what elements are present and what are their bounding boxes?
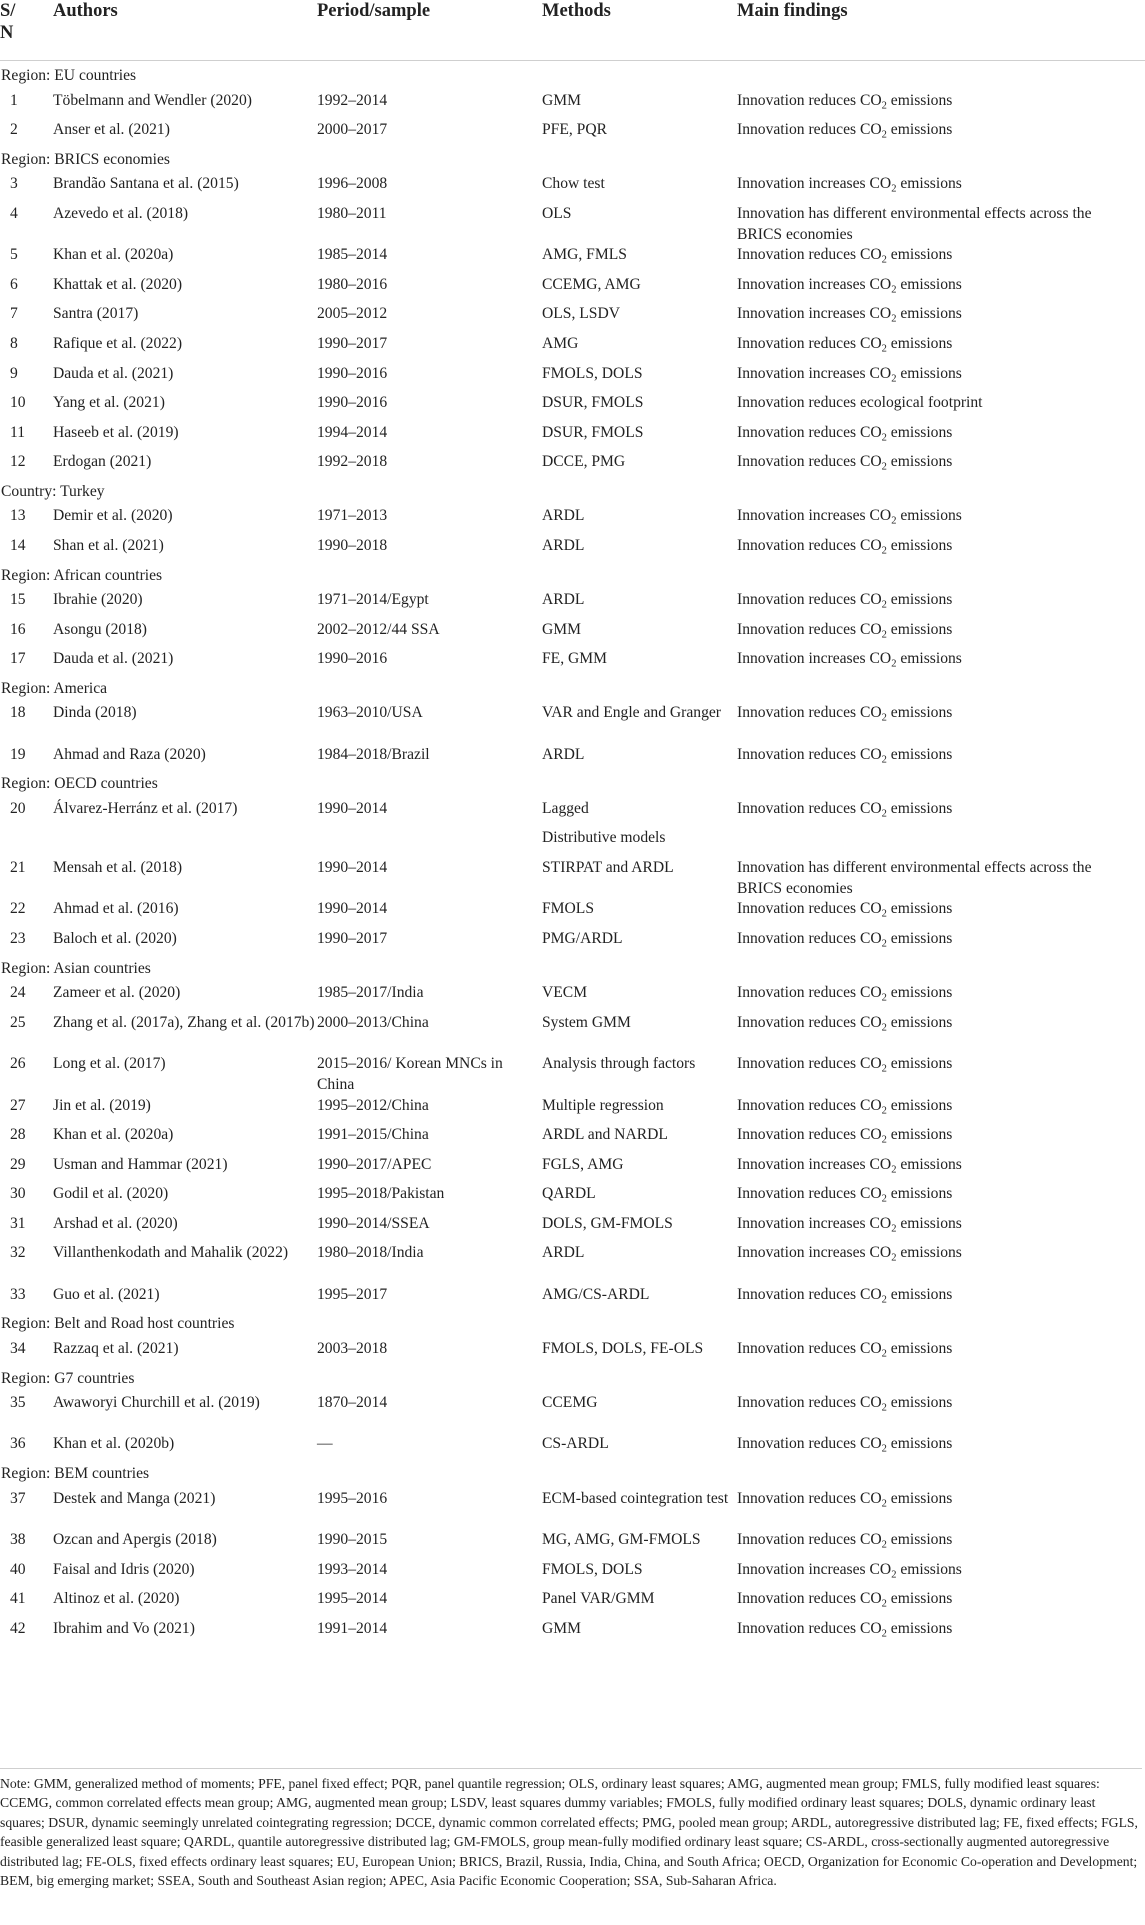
method-cell: CCEMG, AMG [542,275,641,293]
row-number: 29 [10,1155,26,1173]
table-row [0,501,1145,531]
finding-cell: Innovation reduces $CO_2$ emissions [737,984,953,1004]
finding-cell: Innovation increases $CO_2$ emissions [737,1244,962,1265]
table-row [0,1614,1145,1644]
author-cell: Yang et al. (2021) [53,394,165,412]
period-cell: 1870–2014 [317,1394,388,1412]
finding-cell: Innovation reduces $CO_2$ emissions [737,900,953,921]
period-cell: 2003–2018 [317,1339,388,1357]
finding-cell: Innovation reduces $CO_2$ emissions [737,1530,953,1551]
method-cell: CS-ARDL [542,1435,609,1453]
author-cell: Khattak et al. (2020) [53,275,183,293]
method-cell: CCEMG [542,1394,598,1412]
row-number: 35 [10,1394,26,1412]
author-cell: Shan et al. (2021) [53,537,164,555]
row-number: 41 [10,1590,26,1608]
author-cell: Töbelmann and Wendler (2020) [53,91,252,109]
author-cell: Ibrahie (2020) [53,591,143,609]
period-cell: 1985–2017/India [317,984,424,1002]
finding-cell: Innovation reduces $CO_2$ emissions [737,745,953,766]
author-cell: Ahmad et al. (2016) [53,900,179,918]
method-cell: ARDL [542,1244,585,1262]
region-label: Region: America [1,679,108,697]
table-row [0,299,1145,329]
author-cell: Dinda (2018) [53,704,137,722]
finding-cell: Innovation reduces $CO_2$ emissions [737,1394,953,1414]
finding-cell: Innovation reduces $CO_2$ emissions [737,423,953,444]
table-row [0,169,1145,199]
table-row [0,1555,1145,1585]
method-cell: AMG, FMLS [542,246,627,264]
table-row [0,199,1145,243]
finding-cell: Innovation increases $CO_2$ emissions [737,1560,962,1581]
method-cell: MG, AMG, GM-FMOLS [542,1530,701,1548]
row-number: 12 [10,453,26,471]
finding-cell: Innovation increases $CO_2$ emissions [737,305,962,326]
author-cell: Dauda et al. (2021) [53,650,174,668]
finding-cell: Innovation reduces $CO_2$ emissions [737,334,953,355]
table-row [0,1120,1145,1150]
finding-cell: Innovation reduces $CO_2$ emissions [737,799,953,820]
row-number: 7 [10,305,18,323]
row-number: 34 [10,1339,26,1357]
row-number: 2 [10,121,18,139]
finding-cell: Innovation reduces $CO_2$ emissions [737,1055,953,1075]
method-cell: ARDL [542,591,585,609]
author-cell: Khan et al. (2020b) [53,1435,175,1453]
method-cell: OLS, LSDV [542,305,620,323]
method-cell: Panel VAR/GMM [542,1590,655,1608]
row-number: 25 [10,1013,26,1031]
finding-cell: Innovation reduces $CO_2$ emissions [737,930,953,950]
period-cell: 2002–2012/44 SSA [317,620,440,638]
table-row [0,359,1145,389]
region-label: Region: Belt and Road host countries [1,1315,235,1333]
finding-cell: Innovation increases $CO_2$ emissions [737,507,962,528]
method-cell: FGLS, AMG [542,1155,624,1173]
author-cell: Jin et al. (2019) [53,1096,151,1114]
period-cell: 1992–2014 [317,91,388,109]
header-methods: Methods [542,1,611,21]
row-number: 4 [10,204,18,222]
table-row [0,418,1145,448]
region-label: Region: African countries [1,566,163,584]
author-cell: Asongu (2018) [53,620,147,638]
region-label: Region: BRICS economies [1,150,170,168]
period-cell: 1990–2016 [317,650,388,668]
period-cell: 1990–2014 [317,900,388,918]
row-number: 18 [10,704,26,722]
period-cell: 1990–2014 [317,799,388,817]
method-cell: Distributive models [542,829,666,847]
finding-cell: Innovation reduces $CO_2$ emissions [737,121,953,141]
row-number: 21 [10,859,26,877]
method-cell: Multiple regression [542,1096,664,1114]
author-cell: Destek and Manga (2021) [53,1489,216,1507]
finding-cell: Innovation reduces $CO_2$ emissions [737,1185,953,1205]
row-number: 22 [10,900,26,918]
author-cell: Usman and Hammar (2021) [53,1155,228,1173]
finding-cell: Innovation increases $CO_2$ emissions [737,1214,962,1235]
finding-cell: Innovation has different environmental effects across the BRICS economies [737,859,1092,898]
header-findings: Main findings [737,1,848,21]
author-cell: Khan et al. (2020a) [53,246,174,264]
row-number: 36 [10,1435,26,1453]
region-label: Country: Turkey [1,482,105,500]
table-row [0,1525,1145,1555]
period-cell: 1995–2018/Pakistan [317,1185,445,1203]
author-cell: Dauda et al. (2021) [53,364,174,382]
finding-cell: Innovation reduces $CO_2$ emissions [737,1013,953,1034]
author-cell: Arshad et al. (2020) [53,1214,178,1232]
method-cell: DCCE, PMG [542,453,626,471]
row-number: 11 [10,423,26,441]
table-body [0,61,1145,1643]
author-cell: Razzaq et al. (2021) [53,1339,179,1357]
author-cell: Brandão Santana et al. (2015) [53,175,239,193]
finding-cell: Innovation reduces ecological footprint [737,394,983,412]
method-cell: ARDL [542,745,585,763]
finding-cell: Innovation reduces $CO_2$ emissions [737,91,953,112]
period-cell: 1994–2014 [317,423,388,441]
header-sn: S/ N [0,1,16,43]
row-number: 28 [10,1126,26,1144]
row-number: 31 [10,1214,26,1232]
finding-cell: Innovation reduces $CO_2$ emissions [737,1489,953,1510]
row-number: 33 [10,1285,26,1303]
finding-cell: Innovation reduces $CO_2$ emissions [737,591,953,611]
period-cell: 1963–2010/USA [317,704,423,722]
row-number: 19 [10,745,26,763]
author-cell: Zameer et al. (2020) [53,984,181,1002]
finding-cell: Innovation has different environmental effects across the BRICS economies [737,204,1092,243]
method-cell: QARDL [542,1185,596,1203]
table-header [0,0,1145,61]
table-row [0,615,1145,645]
finding-cell: Innovation reduces $CO_2$ emissions [737,1619,953,1640]
method-cell: System GMM [542,1013,631,1031]
method-cell: GMM [542,91,581,109]
period-cell: 1995–2016 [317,1489,388,1507]
author-cell: Álvarez-Herránz et al. (2017) [53,799,238,817]
method-cell: FMOLS, DOLS [542,364,643,382]
period-cell: 1990–2017/APEC [317,1155,432,1173]
period-cell: 1980–2011 [317,204,387,222]
period-cell: 1995–2014 [317,1590,388,1608]
finding-cell: Innovation reduces $CO_2$ emissions [737,1096,953,1117]
method-cell: Lagged [542,799,589,817]
row-number: 6 [10,275,18,293]
row-number: 26 [10,1055,26,1073]
table-note: Note: GMM, generalized method of moments; PFE, panel fixed effect; PQR, panel quantile regression; OLS, ordinary least squares; AMG, augmented mean group; FMLS, fully modified least squares: CCEMG, common correlated effects mean group; AMG, augmented mean group; LSDV, least squares dummy variables; FMOLS, fully modified ordinary least squares; DOLS, dynamic ordinary least squares; DSUR, dynamic seemingly unrelated cointegrating regression; DCCE, dynamic common correlated effects; PMG, pooled mean group; ARDL, autoregressive distributed lag; FE, fixed effects; FGLS, feasible generalized least square; QARDL, quantile autoregressive distributed lag; GM-FMOLS, group mean-fully modified ordinary least square; CS-ARDL, cross-sectionally augmented autoregressive distributed lag; FE-OLS, fixed effects ordinary least squares; EU, European Union; BRICS, Brazil, Russia, India, China, and South Africa; OECD, Organization for Economic Co-operation and Development; BEM, big emerging market; SSEA, South and Southeast Asian region; APEC, Asia Pacific Economic Cooperation; SSA, Sub-Saharan Africa. [0,1768,1142,1890]
table-row [0,388,1145,418]
table-row [0,1584,1145,1614]
period-cell: 1980–2018/India [317,1244,424,1262]
period-cell: 1991–2014 [317,1619,388,1637]
row-number: 9 [10,364,18,382]
period-cell: 1990–2015 [317,1530,388,1548]
finding-cell: Innovation reduces $CO_2$ emissions [737,246,953,266]
period-cell: 1990–2016 [317,364,388,382]
period-cell: 1980–2016 [317,275,388,293]
finding-cell: Innovation reduces $CO_2$ emissions [737,1285,953,1306]
method-cell: VAR and Engle and Granger [542,704,721,722]
method-cell: STIRPAT and ARDL [542,859,674,877]
author-cell: Haseeb et al. (2019) [53,423,179,441]
table-row [0,740,1145,770]
author-cell: Azevedo et al. (2018) [53,204,189,222]
method-cell: VECM [542,984,588,1002]
author-cell: Awaworyi Churchill et al. (2019) [53,1394,260,1412]
region-label: Region: G7 countries [1,1369,135,1387]
row-number: 5 [10,246,18,264]
period-cell: 1990–2014 [317,859,388,877]
table-row [0,823,1145,853]
table-row [0,1238,1145,1279]
method-cell: Chow test [542,175,605,193]
period-cell: 1993–2014 [317,1560,388,1578]
table-row [0,1429,1145,1459]
table-row [0,894,1145,924]
author-cell: Santra (2017) [53,305,139,323]
author-cell: Villanthenkodath and Mahalik (2022) [53,1244,289,1262]
table-row [0,115,1145,145]
method-cell: OLS [542,204,572,222]
table-row [0,978,1145,1008]
author-cell: Ibrahim and Vo (2021) [53,1619,195,1637]
author-cell: Ahmad and Raza (2020) [53,745,206,763]
period-cell: 1971–2014/Egypt [317,591,429,609]
row-number: 1 [10,91,18,109]
header-period: Period/sample [317,1,431,21]
method-cell: AMG [542,334,579,352]
table-row [0,531,1145,561]
header-authors: Authors [53,1,118,21]
region-label: Region: Asian countries [1,959,151,977]
period-cell: 2015–2016/ Korean MNCs in China [317,1055,503,1094]
table-row [0,1484,1145,1525]
period-cell: 1990–2017 [317,334,388,352]
row-number: 27 [10,1096,26,1114]
author-cell: Mensah et al. (2018) [53,859,183,877]
row-number: 40 [10,1560,26,1578]
table-row [0,1179,1145,1209]
method-cell: DSUR, FMOLS [542,423,644,441]
row-number: 32 [10,1244,26,1262]
finding-cell: Innovation reduces $CO_2$ emissions [737,620,953,641]
row-number: 16 [10,620,26,638]
row-number: 24 [10,984,26,1002]
period-cell: 1995–2017 [317,1285,388,1303]
finding-cell: Innovation reduces $CO_2$ emissions [737,1126,953,1146]
author-cell: Guo et al. (2021) [53,1285,160,1303]
row-number: 23 [10,930,26,948]
table-row [0,1091,1145,1121]
author-cell: Baloch et al. (2020) [53,930,177,948]
table-row [0,698,1145,739]
finding-cell: Innovation reduces $CO_2$ emissions [737,704,953,725]
method-cell: DSUR, FMOLS [542,394,644,412]
row-number: 17 [10,650,26,668]
period-cell: 1985–2014 [317,246,388,264]
row-number: 30 [10,1185,26,1203]
row-number: 13 [10,507,26,525]
row-number: 14 [10,537,26,555]
author-cell: Ozcan and Apergis (2018) [53,1530,217,1548]
method-cell: PMG/ARDL [542,930,623,948]
period-cell: 1990–2018 [317,537,388,555]
finding-cell: Innovation increases $CO_2$ emissions [737,364,962,385]
table-row [0,270,1145,300]
period-cell: 2000–2013/China [317,1013,429,1031]
method-cell: FMOLS, DOLS, FE-OLS [542,1339,704,1357]
table-row [0,1008,1145,1049]
table-row [0,924,1145,954]
table-row [0,794,1145,824]
table-row [0,86,1145,116]
row-number: 8 [10,334,18,352]
author-cell: Long et al. (2017) [53,1055,166,1073]
method-cell: Analysis through factors [542,1055,696,1073]
period-cell: 1992–2018 [317,453,388,471]
table-row [0,329,1145,359]
period-cell: — [317,1435,333,1453]
method-cell: DOLS, GM-FMOLS [542,1214,673,1232]
period-cell: 1990–2017 [317,930,388,948]
finding-cell: Innovation reduces $CO_2$ emissions [737,1590,953,1610]
row-number: 15 [10,591,26,609]
region-label: Region: OECD countries [1,775,158,793]
table-row [0,1334,1145,1364]
row-number: 3 [10,175,18,193]
method-cell: GMM [542,620,581,638]
table-row [0,1049,1145,1094]
row-number: 38 [10,1530,26,1548]
finding-cell: Innovation increases $CO_2$ emissions [737,650,962,670]
table-row [0,447,1145,477]
finding-cell: Innovation increases $CO_2$ emissions [737,1155,962,1176]
table-row [0,240,1145,270]
table-row [0,853,1145,898]
author-cell: Erdogan (2021) [53,453,152,471]
period-cell: 1984–2018/Brazil [317,745,430,763]
region-label: Region: EU countries [1,67,137,84]
author-cell: Demir et al. (2020) [53,507,173,525]
author-cell: Anser et al. (2021) [53,121,170,139]
method-cell: PFE, PQR [542,121,608,139]
finding-cell: Innovation reduces $CO_2$ emissions [737,1435,953,1456]
period-cell: 1971–2013 [317,507,388,525]
method-cell: ECM-based cointegration test [542,1489,729,1507]
period-cell: 1991–2015/China [317,1126,429,1144]
method-cell: FE, GMM [542,650,607,668]
method-cell: FMOLS, DOLS [542,1560,643,1578]
table-row [0,644,1145,674]
period-cell: 1995–2012/China [317,1096,429,1114]
author-cell: Zhang et al. (2017a), Zhang et al. (2017b) [53,1013,315,1031]
author-cell: Altinoz et al. (2020) [53,1590,180,1608]
region-label: Region: BEM countries [1,1465,150,1483]
finding-cell: Innovation reduces $CO_2$ emissions [737,453,953,473]
period-cell: 2000–2017 [317,121,388,139]
author-cell: Faisal and Idris (2020) [53,1560,195,1578]
finding-cell: Innovation increases $CO_2$ emissions [737,175,962,195]
period-cell: 1990–2014/SSEA [317,1214,430,1232]
author-cell: Rafique et al. (2022) [53,334,183,352]
method-cell: ARDL [542,537,585,555]
period-cell: 1990–2016 [317,394,388,412]
author-cell: Khan et al. (2020a) [53,1126,174,1144]
method-cell: FMOLS [542,900,594,918]
author-cell: Godil et al. (2020) [53,1185,169,1203]
table-row [0,1388,1145,1429]
row-number: 37 [10,1489,26,1507]
period-cell: 2005–2012 [317,305,388,323]
row-number: 10 [10,394,26,412]
finding-cell: Innovation reduces $CO_2$ emissions [737,537,953,557]
row-number: 20 [10,799,26,817]
finding-cell: Innovation increases $CO_2$ emissions [737,275,962,296]
method-cell: ARDL [542,507,585,525]
finding-cell: Innovation reduces $CO_2$ emissions [737,1339,953,1360]
method-cell: ARDL and NARDL [542,1126,668,1144]
method-cell: GMM [542,1619,581,1637]
row-number: 42 [10,1619,26,1637]
table-row [0,1209,1145,1239]
table-row [0,1150,1145,1180]
period-cell: 1996–2008 [317,175,388,193]
method-cell: AMG/CS-ARDL [542,1285,650,1303]
table-row [0,585,1145,615]
table-row [0,1280,1145,1310]
